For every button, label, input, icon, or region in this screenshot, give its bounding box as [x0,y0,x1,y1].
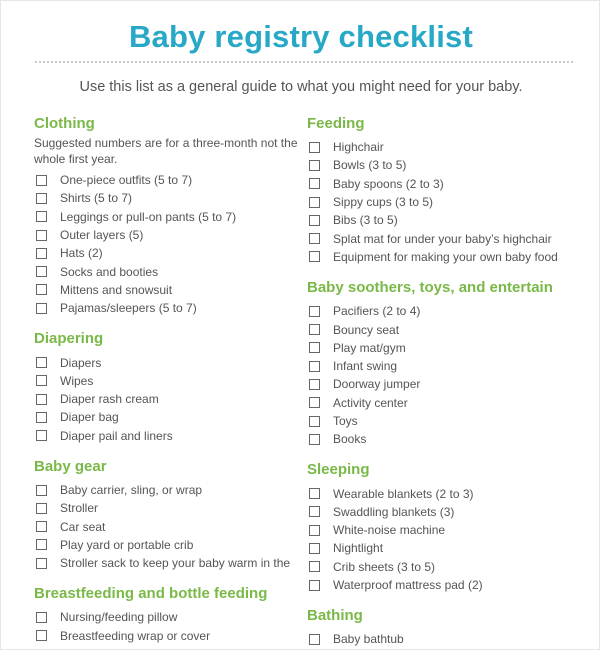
checkbox[interactable] [36,630,47,641]
checklist-item [307,375,591,393]
section-title: Diapering [34,330,104,348]
checklist-item-label: Shirts (5 to 7) [60,191,133,206]
checklist-item-label: Play mat/gym [333,340,406,355]
checklist-item [34,281,302,299]
checklist-item-label: Outer layers (5) [60,228,144,243]
checkbox[interactable] [309,416,320,427]
checklist-item [34,244,302,262]
checkbox[interactable] [309,233,320,244]
checklist-item-label: Equipment for making your own baby food [333,249,558,264]
checklist-item-label: Pajamas/sleepers (5 to 7) [60,301,197,316]
checklist-item [34,608,302,626]
checkbox[interactable] [36,485,47,496]
checklist-item [307,193,591,211]
section-breastfeeding-and-bottle-feeding [34,584,302,645]
section-title: Breastfeeding and bottle feeding [34,585,268,603]
checklist-item [307,339,591,357]
page-title: Baby registry checklist [128,19,474,54]
checklist-item-label: Breastfeeding wrap or cover [60,628,211,643]
checkbox[interactable] [36,412,47,423]
section-clothing [34,114,302,317]
checkbox[interactable] [309,397,320,408]
checkbox[interactable] [36,230,47,241]
checkbox[interactable] [36,612,47,623]
checkbox[interactable] [309,488,320,499]
section-title: Baby soothers, toys, and entertain [307,279,553,297]
checklist-item [34,226,302,244]
section-title: Sleeping [307,461,370,479]
checkbox[interactable] [36,430,47,441]
checkbox[interactable] [309,251,320,262]
checkbox[interactable] [36,175,47,186]
checkbox[interactable] [36,193,47,204]
checklist-item [34,627,302,645]
checklist-item [307,175,591,193]
checkbox[interactable] [36,303,47,314]
checkbox[interactable] [309,178,320,189]
checklist-item [307,412,591,430]
title-divider [35,61,573,63]
checklist-item-label: Bowls (3 to 5) [333,158,407,173]
checklist-item [307,357,591,375]
checkbox[interactable] [309,634,320,645]
checklist-item-label: Baby bathtub [333,632,404,647]
checkbox[interactable] [309,379,320,390]
checklist-item [34,208,302,226]
checklist-item [34,408,302,426]
checklist-item [34,189,302,207]
checklist-item-label: Stroller sack to keep your baby warm in the [60,556,291,571]
checklist-item-label: Pacifiers (2 to 4) [333,304,421,319]
checklist-item-label: Stroller [60,501,99,516]
checklist-items [307,484,591,594]
checkbox[interactable] [309,561,320,572]
checkbox[interactable] [309,142,320,153]
checklist-item-label: Swaddling blankets (3) [333,504,455,519]
checklist-items [34,481,302,572]
section-title: Clothing [34,115,95,132]
checkbox[interactable] [36,375,47,386]
checklist-item [307,211,591,229]
checklist-item-label: Wipes [60,373,94,388]
checklist-item [34,353,302,371]
section-title: Baby gear [34,457,107,475]
checklist-item [307,539,591,557]
checklist-item [34,554,302,572]
checklist-item-label: Car seat [60,519,106,534]
checklist-item [34,499,302,517]
checkbox[interactable] [36,284,47,295]
checklist-item-label: Play yard or portable crib [60,537,194,552]
checkbox[interactable] [309,215,320,226]
checkbox[interactable] [309,324,320,335]
checklist-item-label: Mittens and snowsuit [60,282,173,297]
checklist-item-label: Activity center [333,395,408,410]
checklist-item-label: Diapers [60,355,102,370]
checklist-item-label: Highchair [333,140,384,155]
checklist-item [307,320,591,338]
checklist-item-label: Leggings or pull-on pants (5 to 7) [60,209,237,224]
checkbox[interactable] [36,521,47,532]
checklist-item [307,229,591,247]
section-bathing [307,606,591,648]
checklist-items [34,608,302,645]
checklist-item-label: Bibs (3 to 5) [333,213,398,228]
checklist-item [34,171,302,189]
checklist-item [307,576,591,594]
section-feeding [307,114,591,266]
checklist-item-label: Splat mat for under your baby’s highchair [333,231,552,246]
checklist-item [34,481,302,499]
checkbox[interactable] [309,580,320,591]
section-diapering [34,329,302,444]
checklist-item-label: Infant swing [333,359,398,374]
checklist-item-label: One-piece outfits (5 to 7) [60,173,193,188]
checklist-item [34,262,302,280]
checkbox[interactable] [309,306,320,317]
checkbox[interactable] [309,361,320,372]
checkbox[interactable] [309,434,320,445]
checklist-item [34,536,302,554]
checklist-items [34,353,302,444]
right-column [307,114,591,661]
checklist-item-label: Baby carrier, sling, or wrap [60,483,203,497]
checklist-item-label: Bouncy seat [333,322,400,337]
checklist-item [307,156,591,174]
checklist-items [307,138,591,266]
checklist-item-label: Toys [333,414,358,428]
checkbox[interactable] [36,211,47,222]
checklist-item-label: Waterproof mattress pad (2) [333,578,483,593]
checklist-item-label: Diaper pail and liners [60,428,173,443]
checklist-item-label: Sippy cups (3 to 5) [333,195,434,210]
checklist-item [307,503,591,521]
checklist-item [307,521,591,539]
checkbox[interactable] [309,525,320,536]
checkbox[interactable] [36,357,47,368]
checklist-item-label: Doorway jumper [333,377,421,392]
checklist-item [307,430,591,448]
checklist-item [307,558,591,576]
checkbox[interactable] [309,506,320,517]
checklist-item-label: Crib sheets (3 to 5) [333,559,436,574]
checkbox[interactable] [309,197,320,208]
checklist-item [307,138,591,156]
left-column [34,114,302,657]
checklist-item-label: Nightlight [333,541,384,556]
section-baby-gear [34,457,302,572]
section-sleeping [307,460,591,594]
page-subtitle: Use this list as a general guide to what you might need for your baby. [79,79,523,95]
checklist-item-label: Socks and booties [60,264,159,279]
section-title: Feeding [307,115,365,132]
checklist-item [307,394,591,412]
checklist-item-label: Hats (2) [60,246,103,261]
checklist-item-label: White-noise machine [333,523,446,538]
checkbox[interactable] [36,539,47,550]
checklist-item [34,517,302,535]
checklist-item [307,248,591,266]
section-baby-soothers-toys-and-entertain [307,278,591,448]
checklist-item [34,390,302,408]
section-title: Bathing [307,607,363,625]
checklist-item-label: Diaper bag [60,410,119,425]
checklist-items [34,171,302,317]
checklist-item-label: Wearable blankets (2 to 3) [333,486,474,501]
checklist-item-label: Diaper rash cream [60,392,159,407]
checkbox[interactable] [309,342,320,353]
checklist-item [34,427,302,445]
checklist-item-label: Baby spoons (2 to 3) [333,176,444,191]
checklist-item [307,484,591,502]
checkbox[interactable] [309,160,320,171]
section-note: Suggested numbers are for a three-month not the whole first year. [34,136,298,166]
checkbox[interactable] [36,394,47,405]
checklist-item [34,372,302,390]
checkbox[interactable] [36,503,47,514]
checkbox[interactable] [309,543,320,554]
checklist-item-label: Books [333,432,367,447]
checkbox[interactable] [36,558,47,569]
checklist-item [307,630,591,648]
checkbox[interactable] [36,266,47,277]
checklist-item [307,302,591,320]
checklist-items [307,630,591,648]
checkbox[interactable] [36,248,47,259]
checklist-items [307,302,591,448]
checklist-item [34,299,302,317]
checklist-item-label: Nursing/feeding pillow [60,610,178,625]
